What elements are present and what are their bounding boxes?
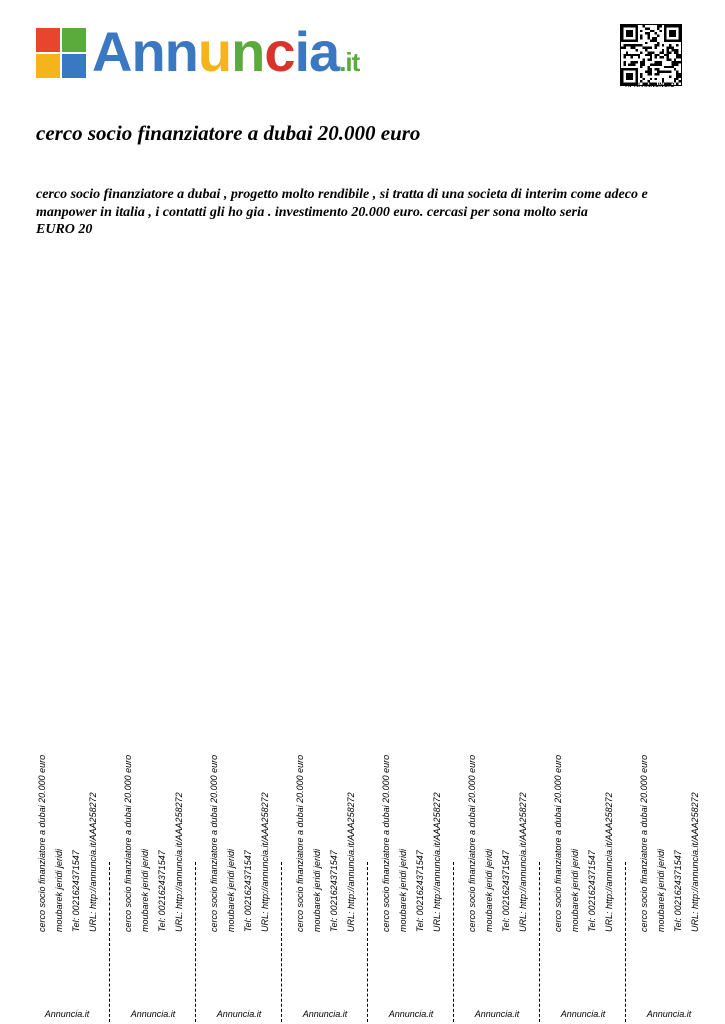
logo-wordmark: [92, 20, 359, 94]
strip-title: cerco socio finanziatore a dubai 20.000 euro: [123, 754, 133, 932]
strip-tel: Tel: 0021624371547: [587, 850, 597, 932]
strip-brand: Annuncia.it: [474, 1009, 520, 1019]
strip-url: URL: http://annuncia.it/AAA258272: [88, 792, 98, 932]
strip-name: moubarek jeridi jeridi: [656, 848, 666, 932]
strip-text: [550, 755, 618, 932]
strip-text: [206, 755, 274, 932]
strip-tel: Tel: 0021624371547: [501, 850, 511, 932]
strip-text: [34, 755, 102, 932]
strip-text: [464, 755, 532, 932]
strip-brand: Annuncia.it: [646, 1009, 692, 1019]
strip-title: cerco socio finanziatore a dubai 20.000 euro: [639, 754, 649, 932]
strip-title: cerco socio finanziatore a dubai 20.000 euro: [381, 754, 391, 932]
logo-letter: A: [92, 20, 132, 83]
annuncia-logo: [36, 20, 376, 83]
logo-letter: a: [309, 20, 340, 83]
qr-caption: APRI ANNUNCIO: [625, 83, 675, 89]
logo-tld: .it: [339, 47, 360, 77]
strip-brand: Annuncia.it: [302, 1009, 348, 1019]
strip-name: moubarek jeridi jeridi: [312, 848, 322, 932]
strip-tel: Tel: 0021624371547: [329, 850, 339, 932]
strip-text: [292, 755, 360, 932]
strip-brand: Annuncia.it: [130, 1009, 176, 1019]
tear-off-strips: [24, 754, 720, 1024]
strip-text: [120, 755, 188, 932]
tear-off-strip: [282, 754, 368, 1024]
strip-name: moubarek jeridi jeridi: [226, 848, 236, 932]
strip-tel: Tel: 0021624371547: [673, 850, 683, 932]
strip-brand: Annuncia.it: [388, 1009, 434, 1019]
strip-title: cerco socio finanziatore a dubai 20.000 euro: [467, 754, 477, 932]
qr-code-icon[interactable]: [620, 24, 682, 86]
tear-off-strip: [24, 754, 110, 1024]
logo-letter: i: [294, 20, 310, 83]
strip-brand: Annuncia.it: [560, 1009, 606, 1019]
logo-square-green: [62, 28, 86, 52]
logo-letter: n: [131, 20, 165, 83]
strip-name: moubarek jeridi jeridi: [140, 848, 150, 932]
strip-title: cerco socio finanziatore a dubai 20.000 euro: [553, 754, 563, 932]
tear-off-strip: [454, 754, 540, 1024]
logo-letter: c: [264, 20, 295, 83]
strip-tel: Tel: 0021624371547: [415, 850, 425, 932]
strip-name: moubarek jeridi jeridi: [398, 848, 408, 932]
logo-square-blue: [62, 54, 86, 78]
tear-off-strip: [540, 754, 626, 1024]
logo-letter: n: [231, 20, 265, 83]
strip-text: [636, 755, 704, 932]
strip-url: URL: http://annuncia.it/AAA258272: [690, 792, 700, 932]
strip-title: cerco socio finanziatore a dubai 20.000 euro: [295, 754, 305, 932]
strip-brand: Annuncia.it: [216, 1009, 262, 1019]
strip-name: moubarek jeridi jeridi: [484, 848, 494, 932]
strip-title: cerco socio finanziatore a dubai 20.000 euro: [37, 754, 47, 932]
strip-title: cerco socio finanziatore a dubai 20.000 euro: [209, 754, 219, 932]
tear-off-strip: [110, 754, 196, 1024]
strip-url: URL: http://annuncia.it/AAA258272: [174, 792, 184, 932]
strip-tel: Tel: 0021624371547: [71, 850, 81, 932]
tear-off-strip: [196, 754, 282, 1024]
strip-url: URL: http://annuncia.it/AAA258272: [346, 792, 356, 932]
strip-tel: Tel: 0021624371547: [243, 850, 253, 932]
logo-square-red: [36, 28, 60, 52]
ad-description: cerco socio finanziatore a dubai , progetto molto rendibile , si tratta di una societa di interim come adeco e manpower in italia , i contatti gli ho gia . investimento 20.000 euro. cercasi per sona molto seria: [36, 187, 648, 220]
strip-name: moubarek jeridi jeridi: [570, 848, 580, 932]
ad-price: EURO 20: [36, 222, 93, 237]
strip-tel: Tel: 0021624371547: [157, 850, 167, 932]
logo-squares-icon: [36, 28, 88, 80]
strip-url: URL: http://annuncia.it/AAA258272: [260, 792, 270, 932]
logo-letter: u: [197, 20, 232, 83]
strip-url: URL: http://annuncia.it/AAA258272: [604, 792, 614, 932]
strip-text: [378, 755, 446, 932]
logo-square-yellow: [36, 54, 60, 78]
tear-off-strip: [368, 754, 454, 1024]
logo-letter: n: [164, 20, 198, 83]
tear-off-strip: [626, 754, 712, 1024]
strip-url: URL: http://annuncia.it/AAA258272: [432, 792, 442, 932]
strip-brand: Annuncia.it: [44, 1009, 90, 1019]
strip-name: moubarek jeridi jeridi: [54, 848, 64, 932]
strip-url: URL: http://annuncia.it/AAA258272: [518, 792, 528, 932]
ad-title: cerco socio finanziatore a dubai 20.000 euro: [36, 121, 421, 145]
